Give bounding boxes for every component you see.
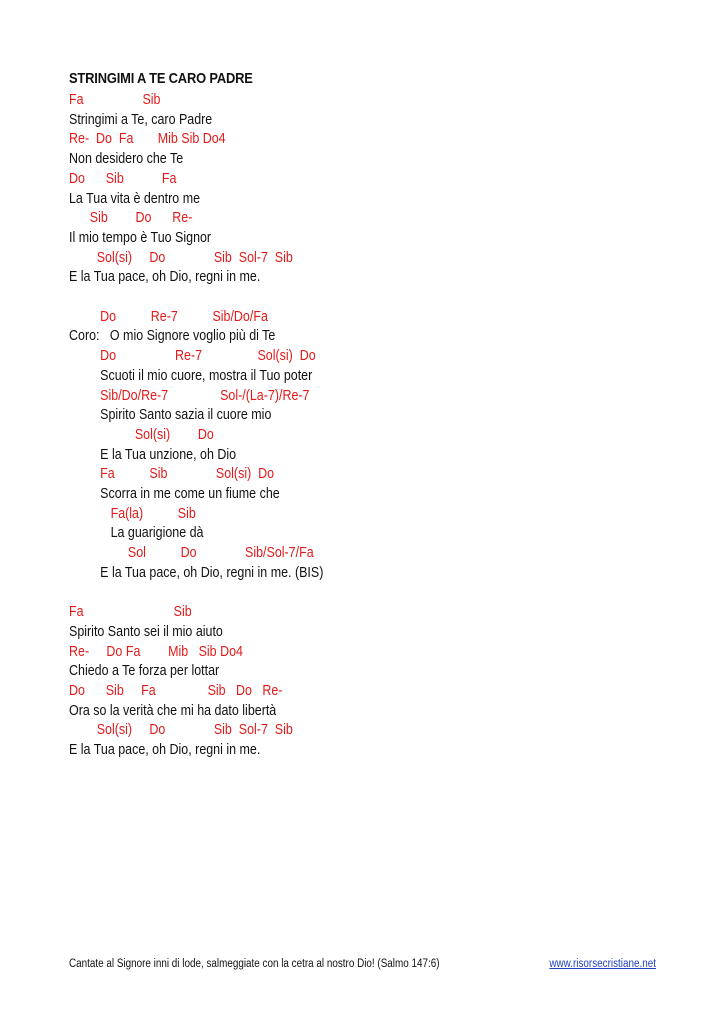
lyric-line: Scorra in me come un fiume che: [69, 486, 280, 502]
chord-line: Sol(si) Do Sib Sol-7 Sib: [69, 249, 293, 266]
chord-line: Re- Do Fa Mib Sib Do4: [69, 131, 226, 148]
chord-line: Fa Sib Sol(si) Do: [69, 466, 275, 483]
chord-line: Do Re-7 Sol(si) Do: [69, 348, 316, 365]
lyric-line: E la Tua unzione, oh Dio: [69, 446, 237, 463]
lyric-line: Coro: O mio Signore voglio più di Te: [69, 328, 276, 345]
lyric-line: E la Tua pace, oh Dio, regni in me.: [69, 269, 261, 286]
lyric-line: Non desidero che Te: [69, 151, 184, 168]
chord-line: Do Sib Fa: [69, 170, 177, 187]
lyric-line: Il mio tempo è Tuo Signor: [69, 229, 212, 246]
lyric-line: Stringimi a Te, caro Padre: [69, 111, 213, 128]
chord-line: Sol Do Sib/Sol-7/Fa: [69, 545, 314, 562]
lyric-line: La guarigione dà: [69, 525, 204, 542]
lyric-line: Chiedo a Te forza per lottar: [69, 663, 220, 680]
lyric-line: La Tua vita è dentro me: [69, 190, 201, 207]
chord-line: Sol(si) Do: [69, 426, 214, 443]
chord-line: Fa Sib: [69, 604, 192, 621]
footer-quote: Cantate al Signore inni di lode, salmeggiate con la cetra al nostro Dio! (Salmo 147:6): [69, 958, 440, 970]
footer-website-link[interactable]: www.risorsecristiane.net: [549, 958, 656, 970]
chord-line: Fa(la) Sib: [69, 505, 196, 522]
chord-line: Sol(si) Do Sib Sol-7 Sib: [69, 722, 293, 739]
lyric-line: Spirito Santo sei il mio aiuto: [69, 623, 223, 640]
lyric-line: E la Tua pace, oh Dio, regni in me. (BIS): [69, 564, 324, 581]
song-title: STRINGIMI A TE CARO PADRE: [69, 70, 253, 87]
chord-line: Re- Do Fa Mib Sib Do4: [69, 643, 243, 660]
lyric-line: E la Tua pace, oh Dio, regni in me.: [69, 742, 261, 759]
chord-line: Do Re-7 Sib/Do/Fa: [69, 308, 268, 325]
chord-line: Do Sib Fa Sib Do Re-: [69, 683, 283, 699]
chord-line: Fa Sib: [69, 92, 161, 108]
chord-line: Sib/Do/Re-7 Sol-/(La-7)/Re-7: [69, 387, 310, 404]
chord-line: Sib Do Re-: [69, 210, 193, 227]
lyric-line: Spirito Santo sazia il cuore mio: [69, 407, 272, 424]
lyric-line: Ora so la verità che mi ha dato libertà: [69, 702, 277, 719]
lyric-line: Scuoti il mio cuore, mostra il Tuo poter: [69, 367, 313, 384]
